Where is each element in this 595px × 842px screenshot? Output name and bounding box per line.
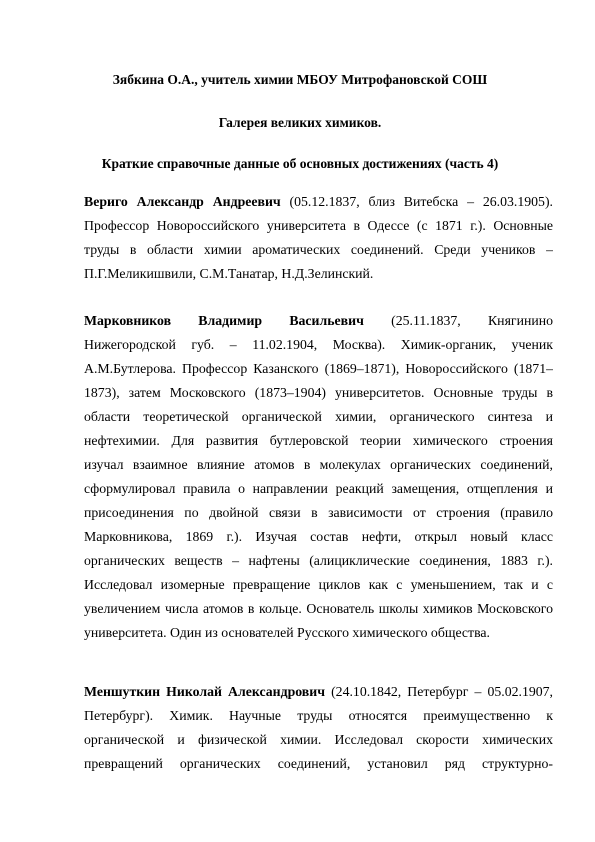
text-line: А.М.Бутлерова. Профессор Казанского (1869–1871), Новороссийского (1871– bbox=[84, 361, 553, 376]
chemist-name: Вериго Александр Андреевич bbox=[84, 194, 281, 209]
text-line: Марковников Владимир Васильевич (25.11.1837, Княгинино bbox=[84, 313, 553, 328]
author-line: Зябкина О.А., учитель химии МБОУ Митрофановской СОШ bbox=[112, 72, 488, 87]
document-subtitle: Краткие справочные данные об основных достижениях (часть 4) bbox=[101, 156, 499, 171]
biography-menshutkin bbox=[84, 680, 553, 776]
text-line: присоединения по двойной связи в зависимости от строения (правило bbox=[84, 505, 553, 520]
document-title: Галерея великих химиков. bbox=[218, 115, 382, 130]
text-line: органической и физической химии. Исследовал скорости химических bbox=[84, 732, 553, 747]
text-line: Меншуткин Николай Александрович (24.10.1842, Петербург – 05.02.1907, bbox=[84, 684, 553, 699]
text-line: изучал взаимное влияние атомов в молекулах органических соединений, bbox=[84, 457, 553, 472]
chemist-name: Меншуткин Николай Александрович bbox=[84, 684, 325, 699]
text-line: Исследовал изомерные превращение циклов как с уменьшением, так и с bbox=[84, 577, 553, 592]
text-line: 1873), затем Московского (1873–1904) университетов. Основные труды в bbox=[84, 385, 553, 400]
biography-markovnikov bbox=[84, 309, 553, 645]
text-line: сформулировал правила о направлении реакций замещения, отщепления и bbox=[84, 481, 553, 496]
text-line: университета. Один из основателей Русского химического общества. bbox=[84, 625, 490, 640]
text-line: увеличением числа атомов в кольце. Основатель школы химиков Московского bbox=[84, 601, 553, 616]
text-line: труды в области химии ароматических соединений. Среди учеников – bbox=[84, 242, 553, 257]
text-line: органических веществ – нафтены (алициклические соединения, 1883 г.). bbox=[84, 553, 553, 568]
text-line: Профессор Новороссийского университета в Одессе (с 1871 г.). Основные bbox=[84, 218, 553, 233]
biography-verigo bbox=[84, 190, 553, 286]
text-line: Вериго Александр Андреевич (05.12.1837, близ Витебска – 26.03.1905). bbox=[84, 194, 553, 209]
text-line: превращений органических соединений, установил ряд структурно- bbox=[84, 756, 553, 771]
text-line: П.Г.Меликишвили, С.М.Танатар, Н.Д.Зелинский. bbox=[84, 266, 374, 281]
text-line: Марковникова, 1869 г.). Изучая состав нефти, открыл новый класс bbox=[84, 529, 553, 544]
text-line: нефтехимии. Для развития бутлеровской теории химического строения bbox=[84, 433, 553, 448]
text-line: области теоретической органической химии, органического синтеза и bbox=[84, 409, 553, 424]
text-line: Петербург). Химик. Научные труды относятся преимущественно к bbox=[84, 708, 553, 723]
chemist-name: Марковников Владимир Васильевич bbox=[84, 313, 364, 328]
text-line: Нижегородской губ. – 11.02.1904, Москва). Химик-органик, ученик bbox=[84, 337, 553, 352]
